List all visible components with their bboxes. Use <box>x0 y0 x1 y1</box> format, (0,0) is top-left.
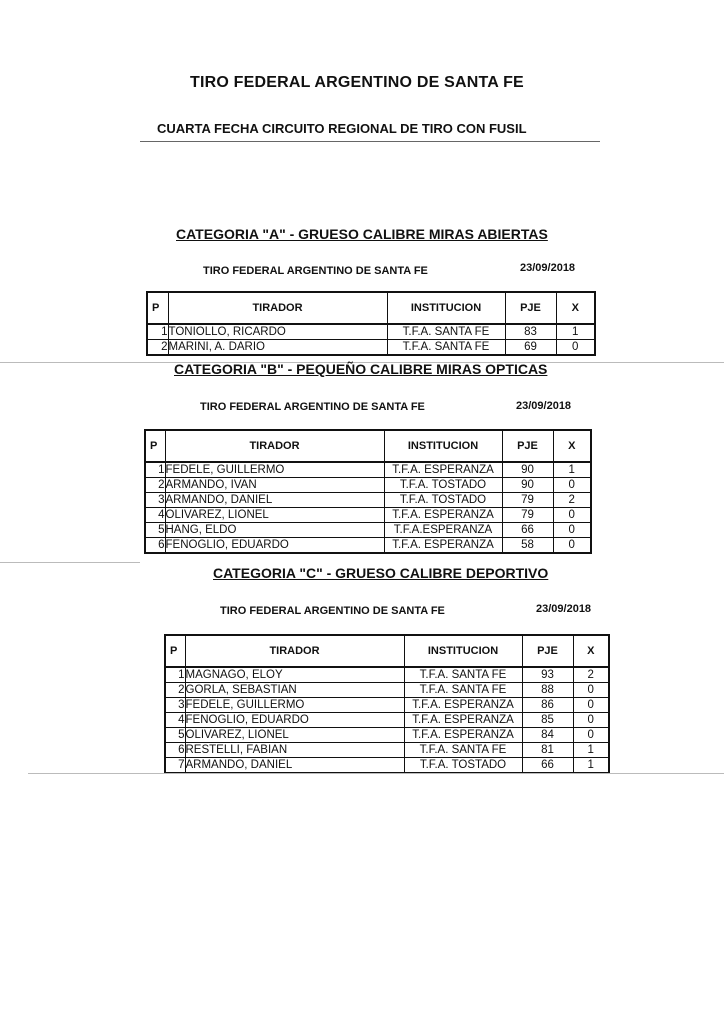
cell-institucion: T.F.A. SANTA FE <box>387 340 505 356</box>
col-pje: PJE <box>502 430 553 462</box>
cell-p: 3 <box>145 493 165 508</box>
table-row <box>145 493 591 508</box>
cell-pje: 66 <box>502 523 553 538</box>
category-a-table <box>146 291 596 356</box>
cell-x: 0 <box>573 698 609 713</box>
cell-tirador: OLIVAREZ, LIONEL <box>165 508 384 523</box>
cell-p: 5 <box>165 728 185 743</box>
cell-pje: 79 <box>502 508 553 523</box>
table-row <box>145 462 591 478</box>
cell-p: 1 <box>145 462 165 478</box>
cell-x: 0 <box>553 508 591 523</box>
category-c-table <box>164 634 610 774</box>
cell-x: 0 <box>553 523 591 538</box>
cell-x: 0 <box>573 713 609 728</box>
cell-institucion: T.F.A. ESPERANZA <box>384 462 502 478</box>
col-p: P <box>145 430 165 462</box>
cell-p: 1 <box>147 324 168 340</box>
table-row <box>145 478 591 493</box>
table-header-row <box>145 430 591 462</box>
cell-p: 6 <box>145 538 165 554</box>
cell-p: 7 <box>165 758 185 774</box>
cell-institucion: T.F.A. TOSTADO <box>384 493 502 508</box>
cell-x: 1 <box>573 758 609 774</box>
table-header-row <box>147 292 595 324</box>
col-institucion: INSTITUCION <box>404 635 522 667</box>
page-subtitle: CUARTA FECHA CIRCUITO REGIONAL DE TIRO CON FUSIL <box>157 121 527 136</box>
cell-pje: 84 <box>522 728 573 743</box>
cell-p: 5 <box>145 523 165 538</box>
cell-institucion: T.F.A. ESPERANZA <box>384 508 502 523</box>
cell-tirador: FEDELE, GUILLERMO <box>185 698 404 713</box>
cell-x: 0 <box>573 728 609 743</box>
col-x: X <box>573 635 609 667</box>
table-row <box>145 523 591 538</box>
cell-pje: 79 <box>502 493 553 508</box>
category-b-table <box>144 429 592 554</box>
table-row <box>165 728 609 743</box>
cell-p: 6 <box>165 743 185 758</box>
cell-institucion: T.F.A. SANTA FE <box>387 324 505 340</box>
category-a-title: CATEGORIA "A" - GRUESO CALIBRE MIRAS ABIERTAS <box>176 226 548 242</box>
table-row <box>145 508 591 523</box>
cell-tirador: GORLA, SEBASTIAN <box>185 683 404 698</box>
divider <box>140 141 600 142</box>
table-header-row <box>165 635 609 667</box>
cell-p: 4 <box>165 713 185 728</box>
category-a-org: TIRO FEDERAL ARGENTINO DE SANTA FE <box>203 265 428 277</box>
cell-tirador: ARMANDO, DANIEL <box>165 493 384 508</box>
cell-institucion: T.F.A. ESPERANZA <box>404 698 522 713</box>
category-a-date: 23/09/2018 <box>520 262 576 274</box>
cell-tirador: MAGNAGO, ELOY <box>185 667 404 683</box>
cell-institucion: T.F.A. TOSTADO <box>384 478 502 493</box>
col-tirador: TIRADOR <box>165 430 384 462</box>
cell-pje: 83 <box>505 324 556 340</box>
table-row <box>165 743 609 758</box>
cell-tirador: FENOGLIO, EDUARDO <box>165 538 384 554</box>
category-c-org: TIRO FEDERAL ARGENTINO DE SANTA FE <box>220 605 445 617</box>
cell-x: 0 <box>556 340 595 356</box>
cell-x: 2 <box>553 493 591 508</box>
cell-pje: 69 <box>505 340 556 356</box>
cell-x: 0 <box>553 478 591 493</box>
table-row <box>165 667 609 683</box>
col-x: X <box>553 430 591 462</box>
col-tirador: TIRADOR <box>185 635 404 667</box>
cell-institucion: T.F.A. SANTA FE <box>404 683 522 698</box>
cell-institucion: T.F.A. SANTA FE <box>404 667 522 683</box>
cell-pje: 90 <box>502 478 553 493</box>
page-title: TIRO FEDERAL ARGENTINO DE SANTA FE <box>190 74 524 91</box>
category-c-title: CATEGORIA "C" - GRUESO CALIBRE DEPORTIVO <box>213 565 549 581</box>
col-institucion: INSTITUCION <box>387 292 505 324</box>
col-x: X <box>556 292 595 324</box>
col-p: P <box>147 292 168 324</box>
cell-x: 1 <box>556 324 595 340</box>
cell-tirador: RESTELLI, FABIAN <box>185 743 404 758</box>
cell-x: 0 <box>573 683 609 698</box>
cell-tirador: FEDELE, GUILLERMO <box>165 462 384 478</box>
category-b-title: CATEGORIA "B" - PEQUEÑO CALIBRE MIRAS OPTICAS <box>174 361 548 377</box>
cell-p: 2 <box>165 683 185 698</box>
cell-pje: 90 <box>502 462 553 478</box>
cell-tirador: OLIVAREZ, LIONEL <box>185 728 404 743</box>
table-row <box>165 758 609 774</box>
category-b-org: TIRO FEDERAL ARGENTINO DE SANTA FE <box>200 401 425 413</box>
cell-p: 2 <box>147 340 168 356</box>
category-b-date: 23/09/2018 <box>516 400 572 412</box>
cell-x: 1 <box>553 462 591 478</box>
cell-tirador: ARMANDO, IVAN <box>165 478 384 493</box>
cell-institucion: T.F.A. ESPERANZA <box>384 538 502 554</box>
table-row <box>165 683 609 698</box>
cell-institucion: T.F.A. SANTA FE <box>404 743 522 758</box>
cell-tirador: MARINI, A. DARIO <box>168 340 387 356</box>
cell-institucion: T.F.A. ESPERANZA <box>404 713 522 728</box>
table-row <box>165 713 609 728</box>
col-pje: PJE <box>505 292 556 324</box>
table-row <box>145 538 591 554</box>
category-c-date: 23/09/2018 <box>536 603 592 615</box>
table-row <box>147 324 595 340</box>
cell-pje: 88 <box>522 683 573 698</box>
cell-p: 3 <box>165 698 185 713</box>
cell-pje: 86 <box>522 698 573 713</box>
cell-tirador: TONIOLLO, RICARDO <box>168 324 387 340</box>
cell-x: 0 <box>553 538 591 554</box>
col-institucion: INSTITUCION <box>384 430 502 462</box>
cell-institucion: T.F.A. TOSTADO <box>404 758 522 774</box>
col-pje: PJE <box>522 635 573 667</box>
cell-pje: 66 <box>522 758 573 774</box>
table-row <box>165 698 609 713</box>
table-row <box>147 340 595 356</box>
cell-tirador: FENOGLIO, EDUARDO <box>185 713 404 728</box>
cell-p: 1 <box>165 667 185 683</box>
cell-institucion: T.F.A.ESPERANZA <box>384 523 502 538</box>
cell-tirador: HANG, ELDO <box>165 523 384 538</box>
cell-pje: 81 <box>522 743 573 758</box>
cell-p: 4 <box>145 508 165 523</box>
cell-x: 2 <box>573 667 609 683</box>
col-p: P <box>165 635 185 667</box>
cell-tirador: ARMANDO, DANIEL <box>185 758 404 774</box>
col-tirador: TIRADOR <box>168 292 387 324</box>
cell-institucion: T.F.A. ESPERANZA <box>404 728 522 743</box>
divider <box>28 773 724 774</box>
cell-p: 2 <box>145 478 165 493</box>
cell-pje: 85 <box>522 713 573 728</box>
cell-x: 1 <box>573 743 609 758</box>
cell-pje: 93 <box>522 667 573 683</box>
cell-pje: 58 <box>502 538 553 554</box>
divider <box>0 562 140 563</box>
